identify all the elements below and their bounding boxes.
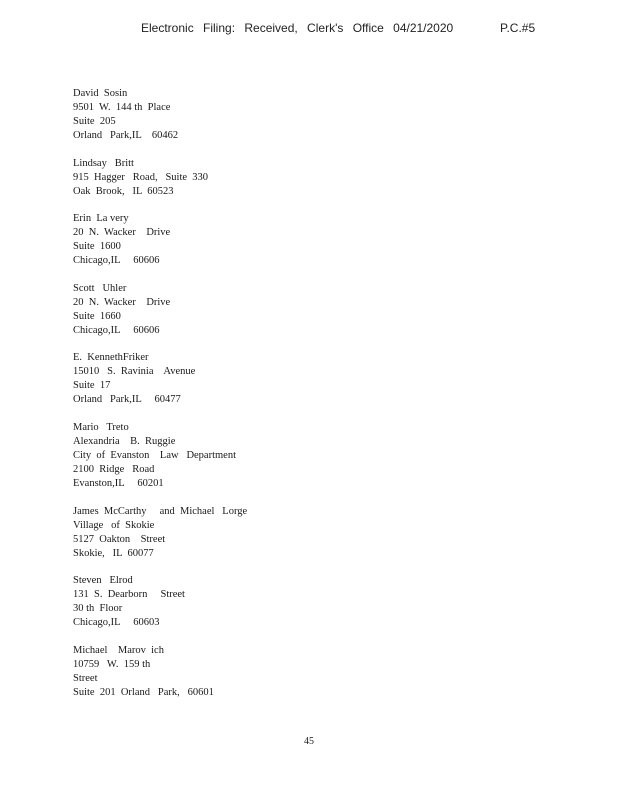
addressee-name: Mario Treto: [73, 421, 129, 433]
addressee-name: Erin La very: [73, 213, 129, 225]
address-line: 915 Hagger Road, Suite 330: [73, 171, 209, 183]
address-block: [73, 421, 473, 491]
address-line: Chicago,IL 60603: [73, 617, 160, 629]
address-line: Oak Brook, IL 60523: [73, 185, 174, 197]
address-line: Alexandria B. Ruggie: [73, 435, 176, 447]
address-line: 20 N. Wacker Drive: [73, 296, 171, 308]
public-comment-number: P.C.#5: [500, 21, 536, 35]
address-block: [73, 282, 473, 338]
address-line: Orland Park,IL 60462: [73, 130, 179, 141]
address-block: [73, 574, 473, 630]
address-block: [73, 505, 473, 561]
addressee-name: David Sosin: [73, 88, 128, 99]
address-line: 131 S. Dearborn Street: [73, 589, 185, 601]
address-line: City of Evanston Law Department: [73, 449, 237, 461]
address-line: 10759 W. 159 th: [73, 658, 151, 670]
address-line: Chicago,IL 60606: [73, 255, 160, 267]
address-line: 9501 W. 144 th Place: [73, 102, 171, 113]
addressee-name: E. KennethFriker: [73, 352, 149, 364]
addressee-name: Lindsay Britt: [73, 157, 134, 169]
filing-stamp-text: Electronic Filing: Received, Clerk's Office 04/21/2020: [141, 21, 454, 35]
address-block: [73, 351, 473, 407]
address-line: Orland Park,IL 60477: [73, 394, 181, 406]
filing-header: [0, 20, 618, 36]
address-line: Suite 1660: [73, 310, 121, 322]
address-line: 20 N. Wacker Drive: [73, 227, 171, 239]
address-line: Suite 205: [73, 116, 116, 127]
address-line: 15010 S. Ravinia Avenue: [73, 366, 196, 378]
address-line: Evanston,IL 60201: [73, 477, 164, 489]
address-line: Village of Skokie: [73, 519, 155, 531]
address-list: [73, 87, 473, 713]
address-block: [73, 644, 473, 700]
address-line: 5127 Oakton Street: [73, 533, 166, 545]
addressee-name: Scott Uhler: [73, 282, 127, 294]
address-line: Suite 201 Orland Park, 60601: [73, 686, 214, 698]
addressee-name: Steven Elrod: [73, 575, 133, 587]
address-line: Street: [73, 672, 98, 684]
address-line: 2100 Ridge Road: [73, 463, 155, 475]
addressee-name: Michael Marov ich: [73, 644, 164, 656]
address-block: [73, 87, 473, 143]
address-line: Skokie, IL 60077: [73, 547, 154, 559]
address-line: Suite 17: [73, 380, 111, 392]
address-line: 30 th Floor: [73, 603, 123, 615]
addressee-name: James McCarthy and Michael Lorge: [73, 505, 248, 517]
address-block: [73, 212, 473, 268]
address-block: [73, 157, 473, 199]
address-line: Suite 1600: [73, 241, 121, 253]
address-line: Chicago,IL 60606: [73, 324, 160, 336]
page-number: 45: [304, 736, 314, 747]
